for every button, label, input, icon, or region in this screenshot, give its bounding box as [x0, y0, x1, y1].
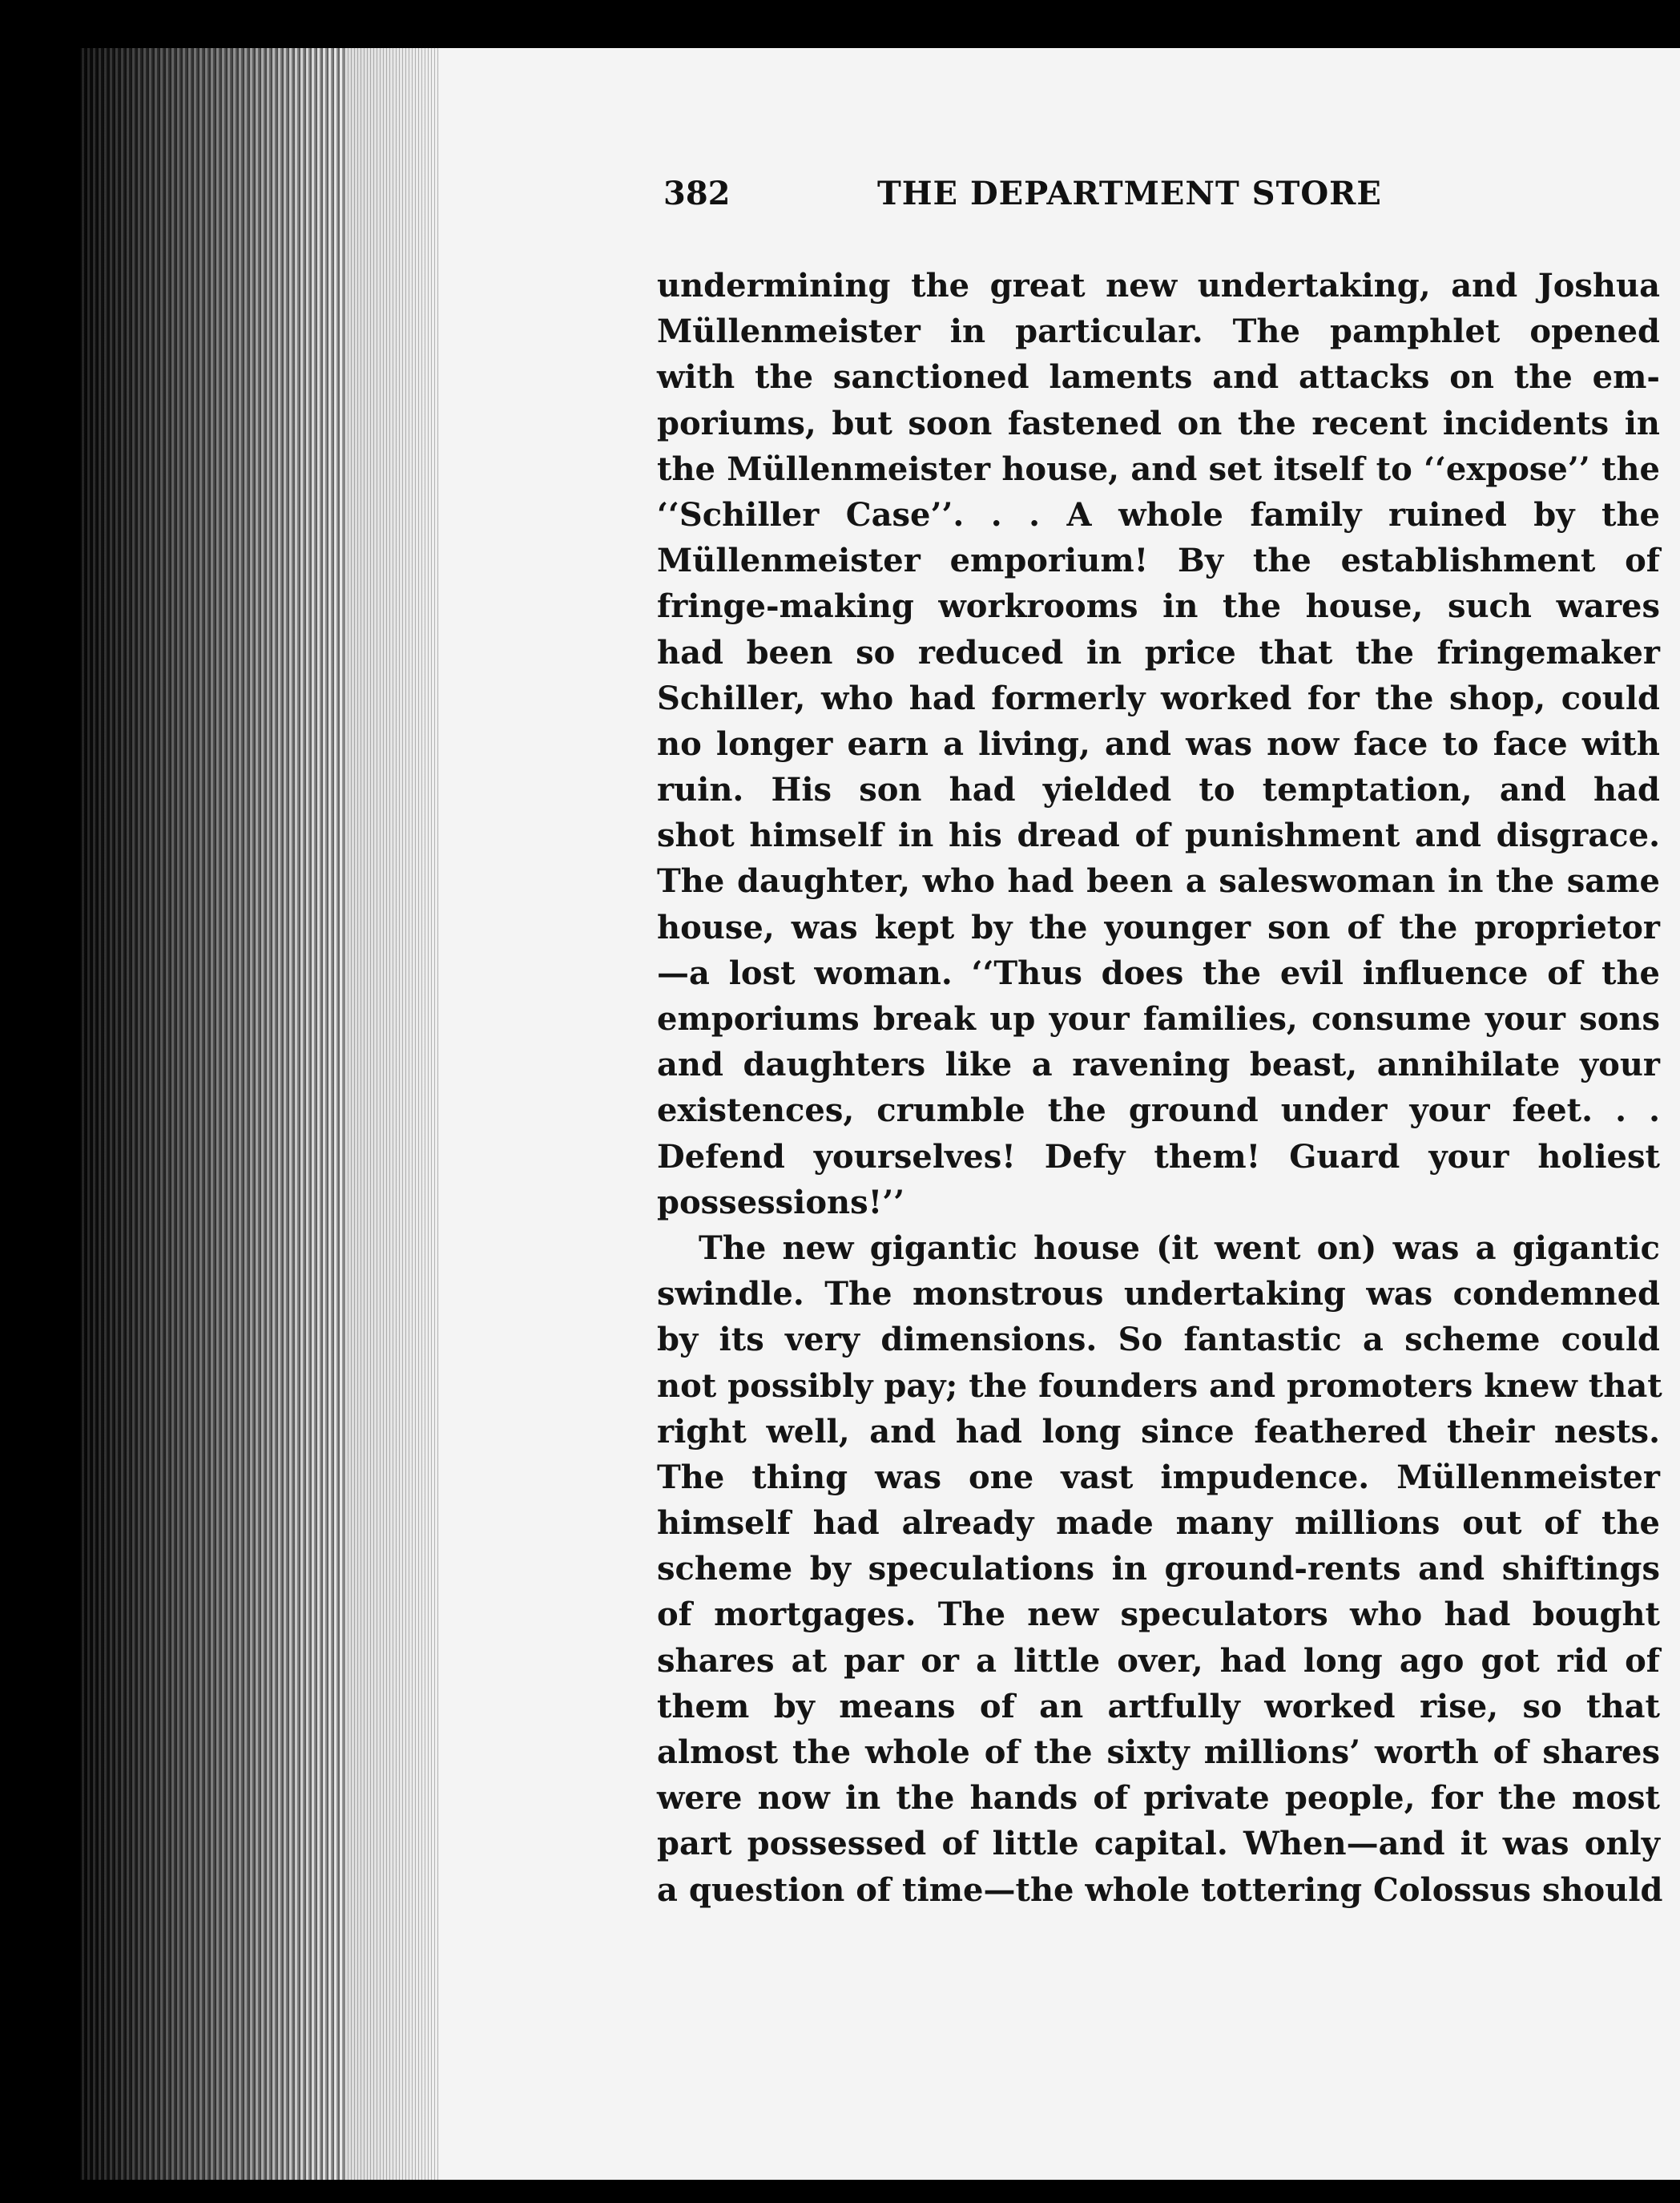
- text-line: himself had already made many millions out of the: [657, 1504, 1660, 1543]
- text-line: fringe-making workrooms in the house, such wares: [657, 587, 1660, 626]
- text-line: ‘‘Schiller Case’’. . . A whole family ruined by the: [657, 495, 1660, 534]
- page-number: 382: [663, 175, 731, 212]
- text-line: them by means of an artfully worked rise, so that: [657, 1687, 1660, 1725]
- page-header: [663, 175, 1464, 223]
- text-line: with the sanctioned laments and attacks on the em-: [657, 358, 1660, 397]
- text-line: possessions!’’: [657, 1183, 905, 1221]
- text-line: no longer earn a living, and was now face to face with: [657, 724, 1660, 763]
- text-line: almost the whole of the sixty millions’ worth of shares: [657, 1733, 1660, 1771]
- book-fore-edge: [80, 48, 344, 2180]
- running-head: THE DEPARTMENT STORE: [877, 175, 1382, 212]
- text-line: Defend yourselves! Defy them! Guard your holiest: [657, 1137, 1660, 1176]
- text-line: poriums, but soon fastened on the recent incidents in: [657, 404, 1660, 442]
- text-line: part possessed of little capital. When—and it was only: [657, 1825, 1660, 1863]
- text-line: existences, crumble the ground under your feet. . .: [657, 1091, 1660, 1130]
- text-line: not possibly pay; the founders and promoters knew that: [657, 1366, 1662, 1405]
- text-line: scheme by speculations in ground-rents and shiftings: [657, 1550, 1660, 1588]
- text-line: Schiller, who had formerly worked for the shop, could: [657, 679, 1660, 717]
- text-line: Müllenmeister emporium! By the establishment of: [657, 542, 1660, 580]
- text-line: emporiums break up your families, consume your sons: [657, 1000, 1660, 1038]
- text-line: The thing was one vast impudence. Müllenmeister: [657, 1458, 1660, 1496]
- text-line: The daughter, who had been a saleswoman in the same: [657, 862, 1660, 901]
- text-line: undermining the great new undertaking, and Joshua: [657, 267, 1660, 305]
- text-line: a question of time—the whole tottering Colossus should: [657, 1870, 1663, 1909]
- text-line: the Müllenmeister house, and set itself to ‘‘expose’’ the: [657, 450, 1660, 488]
- paragraph: [657, 1225, 1663, 1913]
- page-gutter: [344, 48, 441, 2180]
- text-line: and daughters like a ravening beast, annihilate your: [657, 1046, 1660, 1084]
- text-line: shares at par or a little over, had long ago got rid of: [657, 1641, 1660, 1680]
- text-line: —a lost woman. ‘‘Thus does the evil influence of the: [657, 954, 1660, 992]
- body-text: [657, 263, 1663, 1913]
- text-line: right well, and had long since feathered their nests.: [657, 1412, 1660, 1451]
- text-line: The new gigantic house (it went on) was a gigantic: [699, 1229, 1660, 1267]
- text-line: ruin. His son had yielded to temptation, and had: [657, 771, 1660, 809]
- text-line: house, was kept by the younger son of the proprietor: [657, 908, 1660, 946]
- text-line: Müllenmeister in particular. The pamphlet opened: [657, 313, 1660, 351]
- paragraph: [657, 263, 1660, 1225]
- text-line: were now in the hands of private people, for the most: [657, 1779, 1660, 1818]
- text-line: by its very dimensions. So fantastic a scheme could: [657, 1321, 1660, 1359]
- text-line: shot himself in his dread of punishment and disgrace.: [657, 817, 1660, 855]
- text-line: of mortgages. The new speculators who had bought: [657, 1596, 1660, 1634]
- text-line: had been so reduced in price that the fringemaker: [657, 633, 1660, 672]
- text-line: swindle. The monstrous undertaking was condemned: [657, 1275, 1660, 1313]
